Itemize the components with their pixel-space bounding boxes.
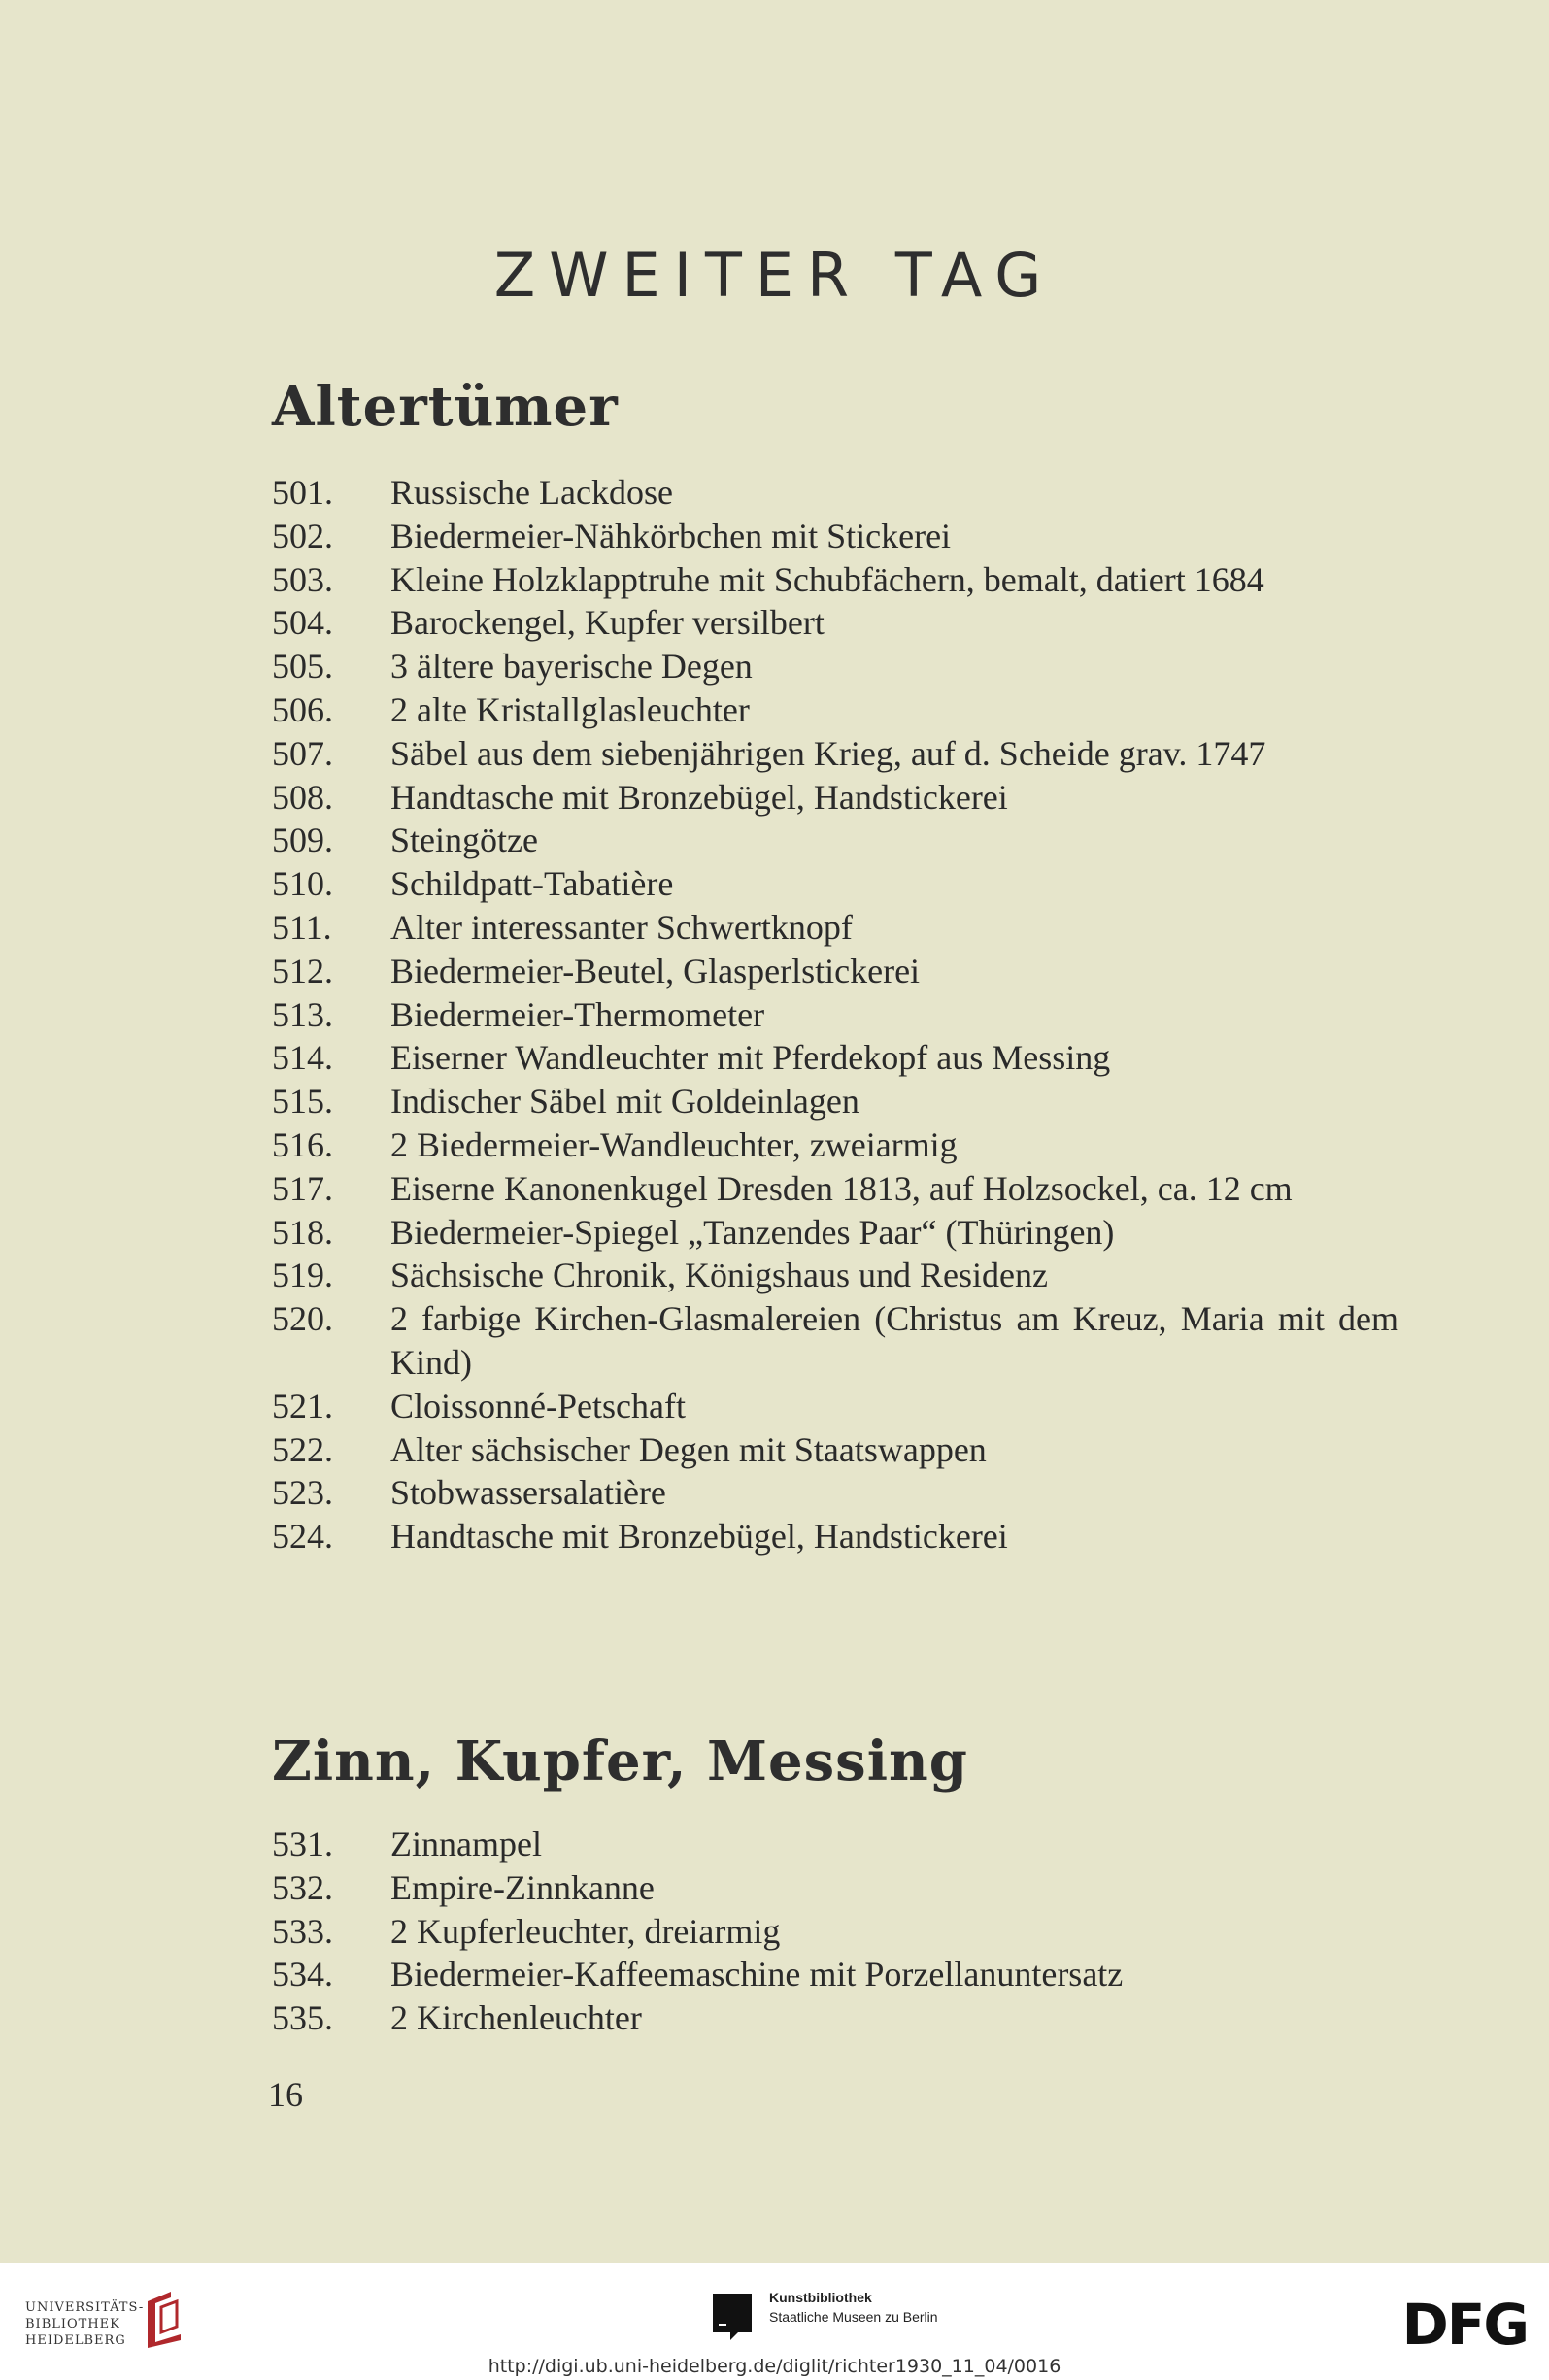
- list-item: [272, 862, 1398, 906]
- section-heading-zinn-kupfer-messing: Zinn, Kupfer, Messing: [272, 1729, 968, 1794]
- list-item: [272, 732, 1398, 776]
- entry-number: 506.: [272, 689, 333, 729]
- entry-text: Steingötze: [390, 821, 538, 860]
- entry-text: 3 ältere bayerische Degen: [390, 647, 753, 687]
- page-title: ZWEITER TAG: [493, 239, 1056, 311]
- entry-number: 532.: [272, 1867, 333, 1907]
- entry-text: Eiserne Kanonenkugel Dresden 1813, auf Holzsockel, ca. 12 cm: [390, 1168, 1293, 1208]
- entry-text: 2 farbige Kirchen-Glasmalereien (Christus am Kreuz, Maria mit dem Kind): [390, 1299, 1398, 1382]
- kb-subtitle: Staatliche Museen zu Berlin: [769, 2309, 938, 2325]
- entry-text: 2 Kirchenleuchter: [390, 1998, 642, 2038]
- entry-list-altertuemer: [272, 471, 1398, 1559]
- entry-text: Biedermeier-Beutel, Glasperlstickerei: [390, 951, 921, 990]
- list-item: [272, 688, 1398, 732]
- list-item: [272, 1866, 1398, 1910]
- entry-text: Indischer Säbel mit Goldeinlagen: [390, 1082, 859, 1122]
- entry-text: Sächsische Chronik, Königshaus und Residenz: [390, 1256, 1048, 1295]
- dfg-logo[interactable]: DFG: [1401, 2292, 1528, 2358]
- entry-text: Barockengel, Kupfer versilbert: [390, 603, 825, 643]
- ub-heidelberg-logo[interactable]: [25, 2299, 144, 2349]
- viewer-footer: [0, 2263, 1549, 2380]
- list-item: [272, 645, 1398, 688]
- list-item: [272, 819, 1398, 862]
- list-item: [272, 1080, 1398, 1123]
- list-item: [272, 1953, 1398, 1996]
- entry-number: 513.: [272, 994, 333, 1034]
- entry-text: Handtasche mit Bronzebügel, Handstickerei: [390, 777, 1008, 817]
- entry-number: 507.: [272, 733, 333, 773]
- entry-number: 522.: [272, 1429, 333, 1469]
- entry-number: 511.: [272, 907, 332, 947]
- entry-text: Empire-Zinnkanne: [390, 1867, 655, 1907]
- entry-text: Cloissonné-Petschaft: [390, 1386, 686, 1425]
- ub-logo-line: HEIDELBERG: [25, 2333, 126, 2348]
- entry-text: Biedermeier-Nähkörbchen mit Stickerei: [390, 516, 952, 555]
- ub-emblem-icon: [142, 2288, 188, 2350]
- list-item: [272, 471, 1398, 515]
- kunstbibliothek-icon: [709, 2290, 756, 2344]
- entry-text: Biedermeier-Thermometer: [390, 994, 765, 1034]
- section-heading-altertuemer: Altertümer: [272, 375, 619, 440]
- entry-number: 503.: [272, 559, 333, 599]
- list-item: [272, 1910, 1398, 1954]
- ub-logo-line: UNIVERSITÄTS-: [25, 2300, 145, 2315]
- entry-text: Biedermeier-Spiegel „Tanzendes Paar“ (Thüringen): [390, 1212, 1115, 1252]
- entry-text: Handtasche mit Bronzebügel, Handstickerei: [390, 1517, 1008, 1557]
- entry-text: Schildpatt-Tabatière: [390, 864, 674, 904]
- entry-number: 520.: [272, 1299, 333, 1339]
- entry-text: Kleine Holzklapptruhe mit Schubfächern, bemalt, datiert 1684: [390, 559, 1264, 599]
- entry-number: 501.: [272, 473, 333, 512]
- list-item: [272, 1036, 1398, 1080]
- entry-text: 2 alte Kristallglasleuchter: [390, 689, 750, 729]
- entry-list-zinn-kupfer-messing: [272, 1823, 1398, 2040]
- entry-number: 515.: [272, 1082, 333, 1122]
- kb-name: Kunstbibliothek: [769, 2290, 872, 2305]
- entry-number: 518.: [272, 1212, 333, 1252]
- entry-text: 2 Biedermeier-Wandleuchter, zweiarmig: [390, 1124, 958, 1164]
- permalink-url[interactable]: http://digi.ub.uni-heidelberg.de/diglit/richter1930_11_04/0016: [488, 2356, 1061, 2377]
- entry-number: 519.: [272, 1256, 333, 1295]
- entry-number: 510.: [272, 864, 333, 904]
- list-item: [272, 1385, 1398, 1428]
- entry-text: Alter interessanter Schwertknopf: [390, 907, 853, 947]
- list-item: [272, 1123, 1398, 1167]
- entry-number: 514.: [272, 1038, 333, 1078]
- list-item: [272, 906, 1398, 950]
- entry-number: 512.: [272, 951, 333, 990]
- entry-number: 534.: [272, 1955, 333, 1995]
- list-item: [272, 1167, 1398, 1211]
- entry-number: 504.: [272, 603, 333, 643]
- entry-number: 521.: [272, 1386, 333, 1425]
- list-item: [272, 558, 1398, 602]
- page-number: 16: [268, 2075, 303, 2114]
- kunstbibliothek-label[interactable]: [769, 2288, 938, 2327]
- list-item: [272, 1428, 1398, 1472]
- entry-text: Säbel aus dem siebenjährigen Krieg, auf d. Scheide grav. 1747: [390, 733, 1266, 773]
- list-item: [272, 1211, 1398, 1255]
- entry-text: Russische Lackdose: [390, 473, 673, 512]
- list-item: [272, 1823, 1398, 1866]
- ub-logo-line: BIBLIOTHEK: [25, 2317, 120, 2331]
- entry-number: 523.: [272, 1473, 333, 1513]
- entry-text: Biedermeier-Kaffeemaschine mit Porzellanuntersatz: [390, 1955, 1124, 1995]
- list-item: [272, 776, 1398, 820]
- entry-number: 509.: [272, 821, 333, 860]
- list-item: [272, 1996, 1398, 2040]
- entry-text: Alter sächsischer Degen mit Staatswappen: [390, 1429, 987, 1469]
- entry-text: Eiserner Wandleuchter mit Pferdekopf aus Messing: [390, 1038, 1111, 1078]
- list-item: [272, 601, 1398, 645]
- list-item: [272, 993, 1398, 1037]
- entry-text: Zinnampel: [390, 1825, 542, 1863]
- list-item: [272, 515, 1398, 558]
- list-item: [272, 1254, 1398, 1297]
- entry-number: 531.: [272, 1825, 333, 1863]
- list-item: [272, 1515, 1398, 1559]
- entry-number: 517.: [272, 1168, 333, 1208]
- list-item: [272, 950, 1398, 993]
- entry-number: 533.: [272, 1911, 333, 1951]
- entry-number: 502.: [272, 516, 333, 555]
- entry-number: 505.: [272, 647, 333, 687]
- list-item: [272, 1297, 1398, 1385]
- entry-number: 524.: [272, 1517, 333, 1557]
- entry-number: 508.: [272, 777, 333, 817]
- list-item: [272, 1471, 1398, 1515]
- entry-text: 2 Kupferleuchter, dreiarmig: [390, 1911, 781, 1951]
- entry-text: Stobwassersalatière: [390, 1473, 666, 1513]
- entry-number: 535.: [272, 1998, 333, 2038]
- entry-number: 516.: [272, 1124, 333, 1164]
